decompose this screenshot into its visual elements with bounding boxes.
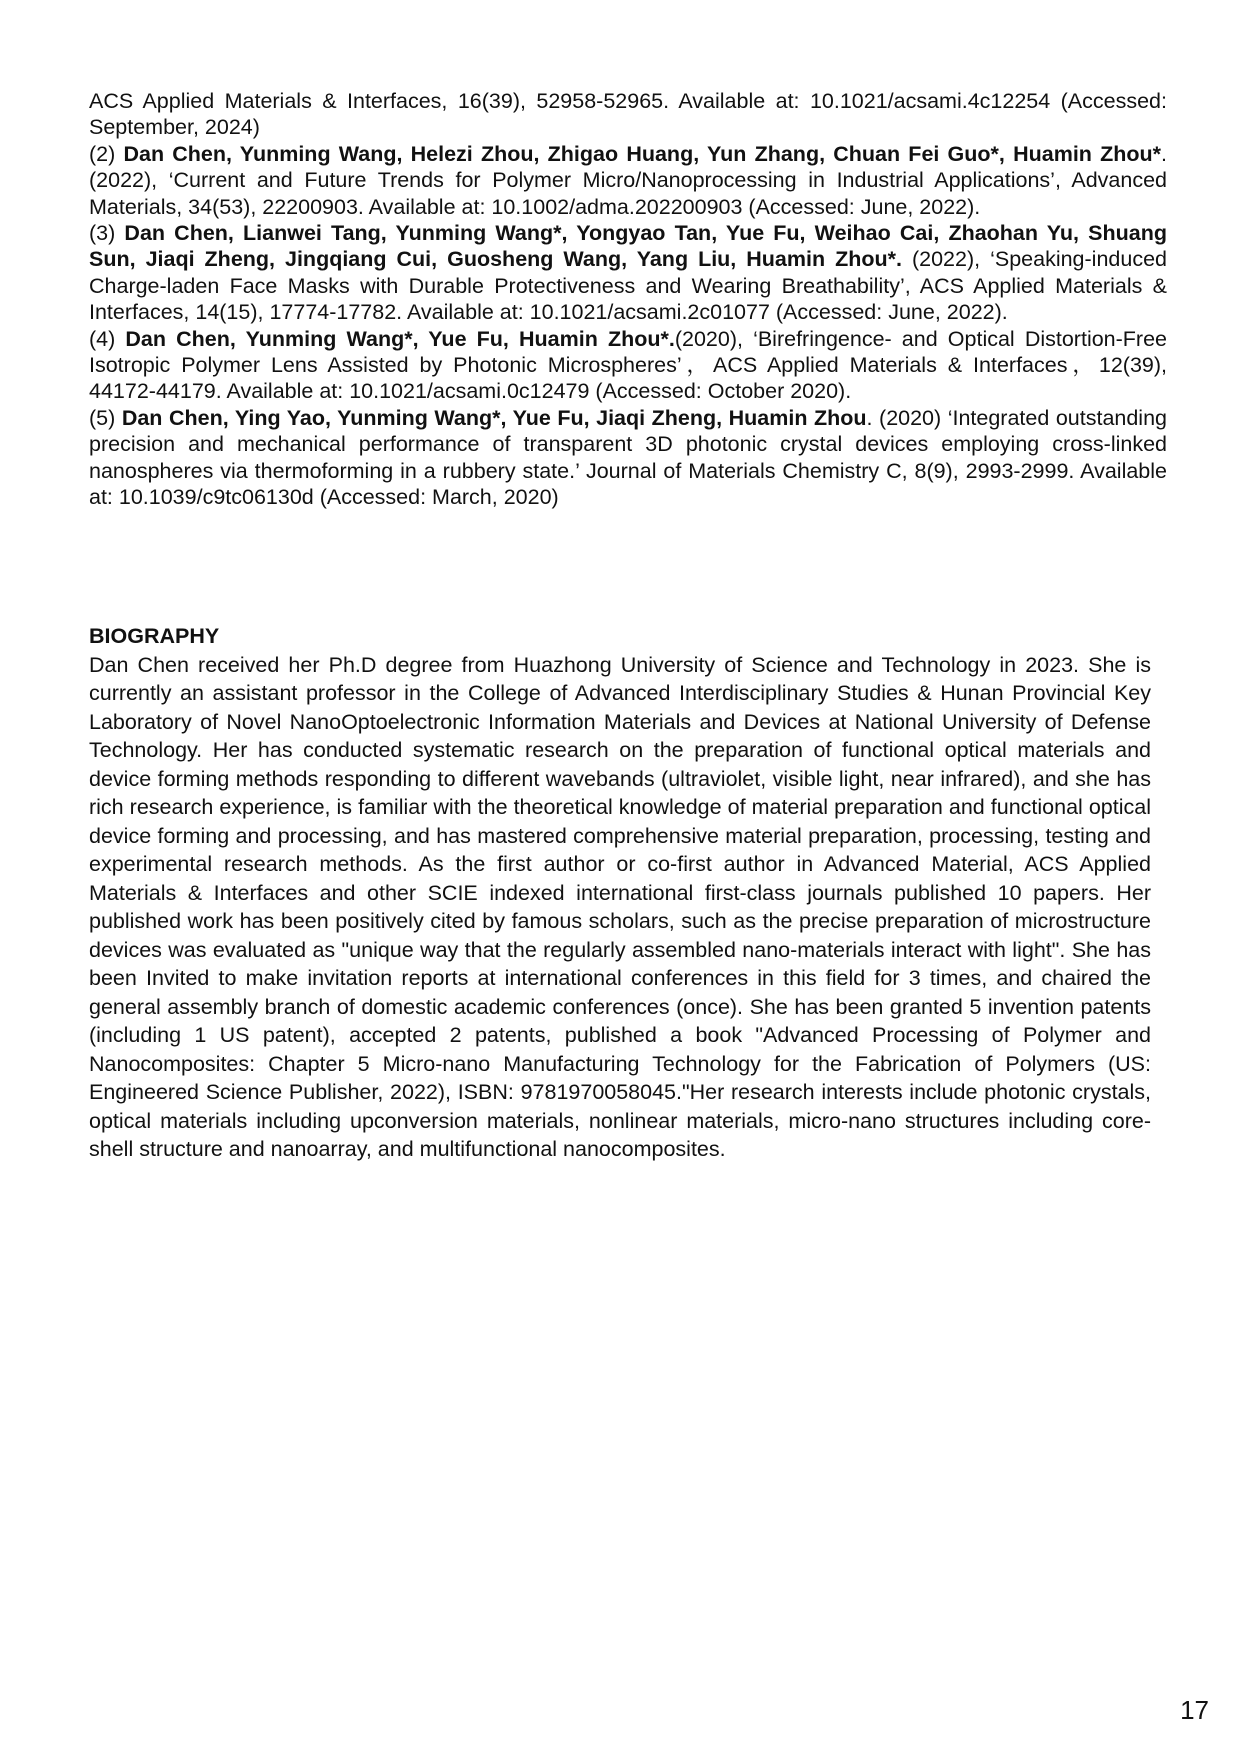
- reference-text: (2020), ‘Birefringence- and Optical Distortion-Free Isotropic Polymer Lens Assisted by Photonic Microspheres’，ACS Applied Materials & Interfaces，12(39), 44172-44179. Available at: 10.1021/acsami.0c12479 (Accessed: October 2020).: [89, 326, 1167, 404]
- biography-text: Dan Chen received her Ph.D degree from Huazhong University of Science and Technology in 2023. She is currently an assistant professor in the College of Advanced Interdisciplinary Studies & Hunan Provincial Key Laboratory of Novel NanoOptoelectronic Information Materials and Devices at National University of Defense Technology. Her has conducted systematic research on the preparation of functional optical materials and device forming methods responding to different wavebands (ultraviolet, visible light, near infrared), and she has rich research experience, is familiar with the theoretical knowledge of material preparation and functional optical device forming and processing, and has mastered comprehensive material preparation, processing, testing and experimental research methods. As the first author or co-first author in Advanced Material, ACS Applied Materials & Interfaces and other SCIE indexed international first-class journals published 10 papers. Her published work has been positively cited by famous scholars, such as the precise preparation of microstructure devices was evaluated as "unique way that the regularly assembled nano-materials interact with light". She has been Invited to make invitation reports at international conferences in this field for 3 times, and chaired the general assembly branch of domestic academic conferences (once). She has been granted 5 invention patents (including 1 US patent), accepted 2 patents, published a book "Advanced Processing of Polymer and Nanocomposites: Chapter 5 Micro-nano Manufacturing Technology for the Fabrication of Polymers (US: Engineered Science Publisher, 2022), ISBN: 9781970058045."Her research interests include photonic crystals, optical materials including upconversion materials, nonlinear materials, micro-nano structures including core-shell structure and nanoarray, and multifunctional nanocomposites.: [89, 652, 1151, 1161]
- reference-entry: [89, 326, 1167, 405]
- reference-entry: [89, 141, 1167, 220]
- reference-prefix: (5): [89, 405, 122, 430]
- biography-section: [89, 622, 1151, 1164]
- reference-prefix: (3): [89, 221, 125, 246]
- reference-authors: Dan Chen, Yunming Wang*, Yue Fu, Huamin Zhou*.: [125, 326, 675, 351]
- reference-text: . (2022), ‘Current and Future Trends for Polymer Micro/Nanoprocessing in Industrial Applications’, Advanced Materials, 34(53), 22200903. Available at: 10.1002/adma.202200903 (Accessed: June, 2022).: [89, 141, 1167, 219]
- biography-heading: BIOGRAPHY: [89, 624, 220, 648]
- reference-entry: [89, 88, 1167, 141]
- reference-text: (2022), ‘Speaking-induced Charge-laden Face Masks with Durable Protectiveness and Wearing Breathability’, ACS Applied Materials & Interfaces, 14(15), 17774-17782. Available at: 10.1021/acsami.2c01077 (Accessed: June, 2022).: [89, 247, 1167, 325]
- reference-text: . (2020) ‘Integrated outstanding precision and mechanical performance of transparent 3D photonic crystal devices employing cross-linked nanospheres via thermoforming in a rubbery state.’ Journal of Materials Chemistry C, 8(9), 2993-2999. Available at: 10.1039/c9tc06130d (Accessed: March, 2020): [89, 405, 1168, 510]
- reference-text: ACS Applied Materials & Interfaces, 16(39), 52958-52965. Available at: 10.1021/acsami.4c12254 (Accessed: September, 2024): [89, 89, 1167, 140]
- reference-prefix: (4): [89, 326, 126, 351]
- reference-prefix: (2): [89, 141, 124, 166]
- reference-authors: Dan Chen, Ying Yao, Yunming Wang*, Yue Fu, Jiaqi Zheng, Huamin Zhou: [121, 405, 867, 430]
- reference-authors: Dan Chen, Lianwei Tang, Yunming Wang*, Yongyao Tan, Yue Fu, Weihao Cai, Zhaohan Yu, Shuang Sun, Jiaqi Zheng, Jingqiang Cui, Guosheng Wang, Yang Liu, Huamin Zhou*.: [89, 221, 1167, 272]
- reference-entry: [89, 405, 1167, 511]
- reference-authors: Dan Chen, Yunming Wang, Helezi Zhou, Zhigao Huang, Yun Zhang, Chuan Fei Guo*, Huamin Zhou*: [123, 141, 1162, 166]
- references-section: [89, 88, 1167, 511]
- reference-entry: [89, 220, 1167, 326]
- page-number: 17: [1180, 1695, 1209, 1725]
